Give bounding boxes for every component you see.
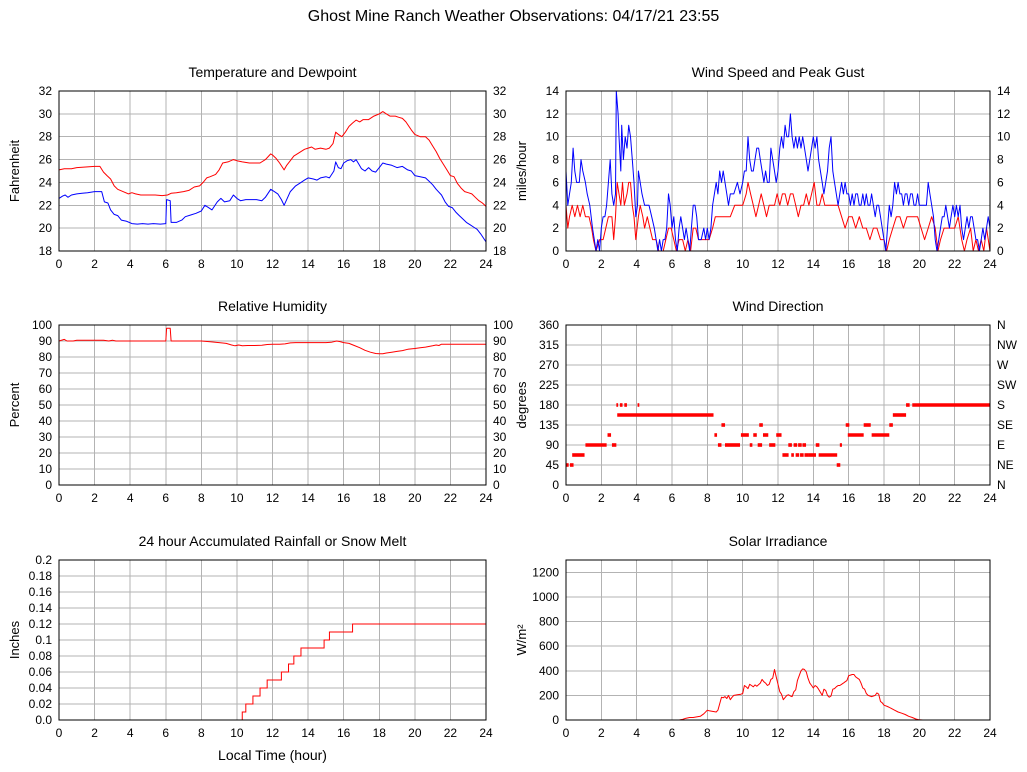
svg-text:14: 14 — [301, 257, 315, 271]
temperature-dewpoint-plot — [0, 50, 513, 280]
svg-text:20: 20 — [493, 446, 507, 460]
svg-text:18: 18 — [372, 491, 386, 505]
svg-text:400: 400 — [538, 663, 559, 678]
svg-text:4: 4 — [126, 257, 134, 271]
svg-text:10: 10 — [38, 462, 52, 476]
svg-text:2: 2 — [597, 726, 605, 740]
svg-text:4: 4 — [633, 257, 641, 271]
svg-text:0: 0 — [45, 478, 52, 492]
svg-text:24: 24 — [38, 175, 52, 190]
svg-text:8: 8 — [703, 726, 711, 740]
svg-text:0.1: 0.1 — [35, 633, 52, 647]
svg-text:18: 18 — [38, 244, 52, 258]
svg-text:0: 0 — [552, 713, 559, 727]
svg-text:20: 20 — [493, 221, 507, 236]
svg-text:2: 2 — [597, 257, 605, 271]
svg-text:Solar Irradiance: Solar Irradiance — [728, 533, 828, 549]
svg-text:8: 8 — [703, 257, 711, 271]
svg-text:0.14: 0.14 — [28, 601, 52, 615]
svg-text:24: 24 — [983, 726, 997, 740]
svg-text:70: 70 — [493, 366, 507, 380]
svg-text:22: 22 — [493, 198, 507, 213]
svg-text:30: 30 — [38, 106, 52, 121]
svg-text:10: 10 — [735, 726, 750, 740]
svg-text:6: 6 — [668, 491, 676, 505]
svg-text:24: 24 — [479, 257, 493, 271]
svg-text:1200: 1200 — [532, 565, 559, 580]
svg-text:2: 2 — [997, 221, 1004, 236]
svg-text:20: 20 — [912, 726, 927, 740]
svg-text:24: 24 — [493, 175, 507, 190]
svg-text:6: 6 — [552, 175, 559, 190]
svg-text:100: 100 — [31, 318, 52, 332]
svg-text:6: 6 — [668, 257, 676, 271]
svg-text:10: 10 — [230, 257, 244, 271]
svg-text:0: 0 — [562, 257, 570, 271]
svg-text:24 hour Accumulated Rainfall o: 24 hour Accumulated Rainfall or Snow Melt — [138, 533, 407, 549]
svg-text:SE: SE — [997, 418, 1014, 432]
svg-text:N: N — [997, 478, 1006, 492]
chart-temperature-dewpoint — [0, 50, 513, 280]
chart-solar-irradiance — [513, 520, 1027, 772]
svg-text:0: 0 — [493, 478, 500, 492]
svg-text:30: 30 — [38, 430, 52, 444]
svg-text:4: 4 — [633, 491, 641, 505]
svg-text:4: 4 — [997, 198, 1004, 213]
svg-text:6: 6 — [162, 257, 170, 271]
svg-text:50: 50 — [38, 398, 52, 412]
svg-text:0.0: 0.0 — [35, 713, 52, 727]
svg-text:6: 6 — [162, 726, 170, 740]
svg-text:600: 600 — [538, 639, 559, 654]
svg-text:12: 12 — [771, 726, 785, 740]
svg-text:100: 100 — [493, 318, 513, 332]
svg-text:0: 0 — [55, 726, 63, 740]
svg-text:8: 8 — [997, 152, 1004, 167]
svg-text:80: 80 — [493, 350, 507, 364]
svg-text:12: 12 — [265, 726, 280, 740]
svg-text:N: N — [997, 318, 1006, 332]
chart-relative-humidity — [0, 285, 513, 515]
svg-text:12: 12 — [545, 106, 559, 121]
svg-text:26: 26 — [38, 152, 52, 167]
svg-text:S: S — [997, 398, 1006, 412]
svg-text:20: 20 — [408, 491, 422, 505]
svg-text:20: 20 — [912, 257, 927, 271]
svg-text:315: 315 — [538, 338, 559, 352]
svg-text:14: 14 — [997, 84, 1011, 98]
svg-text:10: 10 — [230, 726, 244, 740]
svg-text:24: 24 — [479, 491, 493, 505]
svg-text:22: 22 — [443, 257, 458, 271]
svg-text:16: 16 — [841, 491, 856, 505]
svg-text:135: 135 — [538, 418, 559, 432]
svg-text:0: 0 — [562, 491, 570, 505]
svg-text:8: 8 — [197, 726, 205, 740]
svg-text:40: 40 — [38, 414, 52, 428]
svg-text:14: 14 — [301, 491, 315, 505]
svg-text:14: 14 — [545, 84, 559, 98]
svg-text:W: W — [997, 358, 1009, 372]
svg-text:28: 28 — [493, 129, 507, 144]
svg-text:26: 26 — [493, 152, 507, 167]
svg-text:10: 10 — [735, 257, 750, 271]
svg-text:20: 20 — [912, 491, 927, 505]
svg-text:16: 16 — [841, 726, 856, 740]
svg-text:90: 90 — [545, 438, 559, 452]
svg-text:0.2: 0.2 — [35, 553, 52, 567]
svg-text:2: 2 — [91, 491, 98, 505]
svg-text:32: 32 — [38, 84, 52, 98]
svg-text:14: 14 — [301, 726, 315, 740]
svg-text:10: 10 — [545, 129, 559, 144]
svg-text:18: 18 — [877, 726, 891, 740]
wind-speed-gust-plot — [513, 50, 1027, 280]
svg-text:28: 28 — [38, 129, 52, 144]
svg-text:200: 200 — [538, 688, 559, 703]
svg-text:22: 22 — [443, 491, 458, 505]
svg-text:0: 0 — [552, 478, 559, 492]
svg-text:20: 20 — [408, 726, 422, 740]
svg-text:degrees: degrees — [514, 381, 529, 429]
svg-text:12: 12 — [997, 106, 1011, 121]
svg-text:0.16: 0.16 — [28, 585, 52, 599]
svg-text:22: 22 — [947, 491, 962, 505]
svg-text:22: 22 — [443, 726, 458, 740]
svg-text:Wind Direction: Wind Direction — [732, 298, 824, 314]
svg-text:20: 20 — [38, 221, 52, 236]
svg-text:30: 30 — [493, 430, 507, 444]
accumulated-rainfall-plot — [0, 520, 513, 772]
svg-text:14: 14 — [806, 257, 821, 271]
svg-text:Local Time (hour): Local Time (hour) — [218, 747, 327, 763]
svg-text:18: 18 — [877, 257, 891, 271]
svg-text:8: 8 — [552, 152, 559, 167]
relative-humidity-plot — [0, 285, 513, 515]
svg-text:180: 180 — [538, 398, 559, 412]
svg-text:6: 6 — [997, 175, 1004, 190]
svg-text:18: 18 — [493, 244, 507, 258]
svg-text:NW: NW — [997, 338, 1017, 352]
svg-text:6: 6 — [668, 726, 676, 740]
svg-text:2: 2 — [597, 491, 605, 505]
svg-text:Wind Speed and Peak Gust: Wind Speed and Peak Gust — [691, 64, 865, 80]
svg-text:22: 22 — [947, 726, 962, 740]
svg-text:0.12: 0.12 — [28, 617, 52, 631]
svg-text:12: 12 — [771, 257, 785, 271]
svg-text:50: 50 — [493, 398, 507, 412]
svg-text:225: 225 — [538, 378, 559, 392]
svg-text:16: 16 — [841, 257, 856, 271]
svg-text:20: 20 — [38, 446, 52, 460]
svg-text:24: 24 — [983, 491, 997, 505]
svg-text:2: 2 — [91, 726, 98, 740]
svg-text:NE: NE — [997, 458, 1014, 472]
svg-text:2: 2 — [552, 221, 559, 236]
svg-text:8: 8 — [703, 491, 711, 505]
svg-text:0: 0 — [55, 257, 63, 271]
chart-wind-speed-gust — [513, 50, 1027, 280]
svg-text:80: 80 — [38, 350, 52, 364]
svg-text:4: 4 — [126, 491, 134, 505]
svg-text:270: 270 — [538, 358, 559, 372]
svg-text:E: E — [997, 438, 1006, 452]
svg-text:90: 90 — [493, 334, 507, 348]
svg-text:800: 800 — [538, 614, 559, 629]
svg-text:0: 0 — [997, 244, 1004, 258]
svg-text:18: 18 — [877, 491, 891, 505]
svg-text:12: 12 — [771, 491, 785, 505]
svg-text:8: 8 — [197, 491, 205, 505]
svg-text:24: 24 — [983, 257, 997, 271]
svg-text:6: 6 — [162, 491, 170, 505]
svg-text:60: 60 — [38, 382, 52, 396]
svg-text:Relative Humidity: Relative Humidity — [218, 298, 327, 314]
svg-text:90: 90 — [38, 334, 52, 348]
svg-text:22: 22 — [947, 257, 962, 271]
svg-text:16: 16 — [336, 257, 351, 271]
svg-text:12: 12 — [265, 491, 280, 505]
svg-text:60: 60 — [493, 382, 507, 396]
svg-text:10: 10 — [493, 462, 507, 476]
chart-accumulated-rainfall — [0, 520, 513, 772]
svg-text:14: 14 — [806, 491, 821, 505]
svg-text:Fahrenheit: Fahrenheit — [7, 139, 22, 203]
svg-text:Temperature and Dewpoint: Temperature and Dewpoint — [188, 64, 357, 80]
svg-text:10: 10 — [230, 491, 244, 505]
svg-text:SW: SW — [997, 378, 1017, 392]
svg-text:360: 360 — [538, 318, 559, 332]
svg-text:4: 4 — [552, 198, 559, 213]
svg-text:0: 0 — [552, 244, 559, 258]
svg-text:12: 12 — [265, 257, 280, 271]
svg-text:20: 20 — [408, 257, 422, 271]
svg-text:0: 0 — [562, 726, 570, 740]
svg-text:Inches: Inches — [7, 620, 22, 660]
svg-text:24: 24 — [479, 726, 493, 740]
svg-text:0.06: 0.06 — [28, 665, 52, 679]
svg-text:30: 30 — [493, 106, 507, 121]
svg-text:32: 32 — [493, 84, 507, 98]
svg-text:W/m²: W/m² — [514, 624, 529, 656]
svg-text:1000: 1000 — [532, 589, 559, 604]
wind-direction-plot — [513, 285, 1027, 515]
svg-text:18: 18 — [372, 257, 386, 271]
page-title: Ghost Mine Ranch Weather Observations: 04/17/21 23:55 — [307, 8, 720, 25]
svg-text:8: 8 — [197, 257, 205, 271]
svg-text:0.08: 0.08 — [28, 649, 52, 663]
svg-text:0.18: 0.18 — [28, 569, 52, 583]
svg-text:16: 16 — [336, 491, 351, 505]
svg-text:Percent: Percent — [7, 382, 22, 428]
svg-text:2: 2 — [91, 257, 98, 271]
svg-text:16: 16 — [336, 726, 351, 740]
svg-text:0.02: 0.02 — [28, 697, 52, 711]
svg-text:0.04: 0.04 — [28, 681, 52, 695]
svg-text:miles/hour: miles/hour — [514, 141, 529, 201]
solar-irradiance-plot — [513, 520, 1027, 772]
svg-text:14: 14 — [806, 726, 821, 740]
svg-text:45: 45 — [545, 458, 559, 472]
svg-text:4: 4 — [633, 726, 641, 740]
svg-text:4: 4 — [126, 726, 134, 740]
svg-text:10: 10 — [997, 129, 1011, 144]
svg-text:22: 22 — [38, 198, 52, 213]
svg-text:10: 10 — [735, 491, 750, 505]
chart-wind-direction — [513, 285, 1027, 515]
svg-text:18: 18 — [372, 726, 386, 740]
svg-text:0: 0 — [55, 491, 63, 505]
svg-text:40: 40 — [493, 414, 507, 428]
svg-text:70: 70 — [38, 366, 52, 380]
